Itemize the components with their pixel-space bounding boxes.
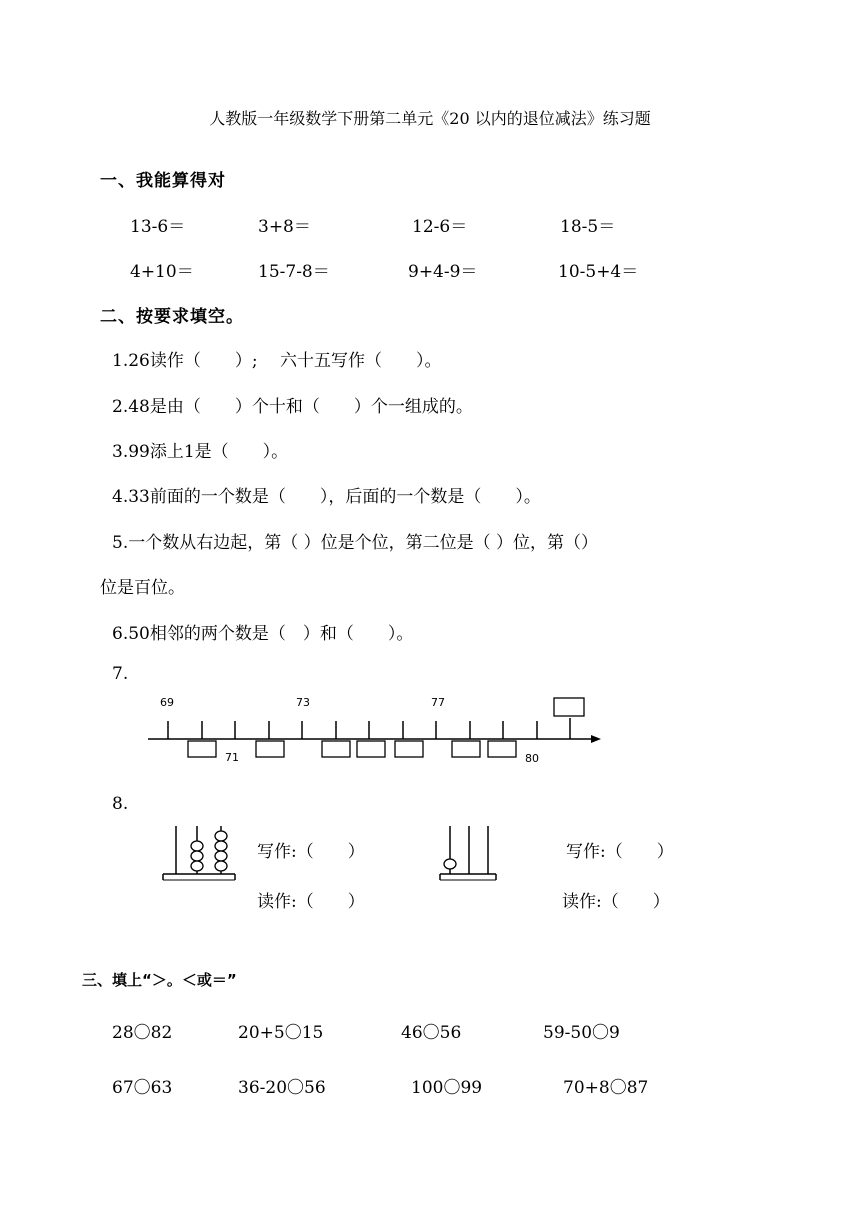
question-3: 3.99添上1是（ ）。 xyxy=(112,442,289,462)
compare-item: 46〇56 xyxy=(401,1023,462,1043)
answer-box xyxy=(256,741,284,757)
abacus-2-write: 写作:（ ） xyxy=(566,842,674,862)
abacus-2-read: 读作:（ ） xyxy=(562,892,670,912)
compare-item: 67〇63 xyxy=(112,1078,173,1098)
problem: 4+10＝ xyxy=(130,262,194,282)
section2-heading: 二、按要求填空。 xyxy=(100,307,244,327)
answer-box xyxy=(357,741,385,757)
number-line xyxy=(140,688,610,770)
problem: 9+4-9＝ xyxy=(408,262,478,282)
answer-box xyxy=(488,741,516,757)
answer-box xyxy=(452,741,480,757)
label-69: 69 xyxy=(160,696,174,709)
question-2: 2.48是由（ ）个十和（ ）个一组成的。 xyxy=(112,397,473,417)
question-6: 6.50相邻的两个数是（ ）和（ ）。 xyxy=(112,624,414,644)
problem: 12-6＝ xyxy=(412,217,468,237)
arrow-icon xyxy=(591,735,601,743)
problem: 13-6＝ xyxy=(130,217,186,237)
problem: 3+8＝ xyxy=(258,217,311,237)
question-8: 8. xyxy=(112,794,129,814)
compare-item: 70+8〇87 xyxy=(563,1078,649,1098)
answer-box xyxy=(554,698,584,716)
section3-heading: 三、填上“＞。＜或＝” xyxy=(82,971,237,989)
label-73: 73 xyxy=(296,696,310,709)
compare-item: 20+5〇15 xyxy=(238,1023,324,1043)
label-77: 77 xyxy=(431,696,445,709)
abacus-2 xyxy=(437,822,501,884)
compare-item: 59-50〇9 xyxy=(543,1023,620,1043)
question-5-cont: 位是百位。 xyxy=(100,578,185,598)
abacus-1-write: 写作:（ ） xyxy=(257,842,365,862)
compare-item: 36-20〇56 xyxy=(238,1078,326,1098)
problem: 15-7-8＝ xyxy=(258,262,330,282)
label-80: 80 xyxy=(525,752,539,765)
compare-item: 28〇82 xyxy=(112,1023,173,1043)
question-5: 5.一个数从右边起，第（ ）位是个位，第二位是（ ）位，第（） xyxy=(112,533,599,553)
problem: 18-5＝ xyxy=(560,217,616,237)
question-4: 4.33前面的一个数是（ ），后面的一个数是（ ）。 xyxy=(112,487,541,507)
abacus-1-read: 读作:（ ） xyxy=(257,892,365,912)
question-7: 7. xyxy=(112,664,129,684)
answer-box xyxy=(395,741,423,757)
page-title: 人教版一年级数学下册第二单元《20 以内的退位减法》练习题 xyxy=(209,109,651,128)
problem: 10-5+4＝ xyxy=(558,262,639,282)
answer-box xyxy=(322,741,350,757)
question-1: 1.26读作（ ）; 六十五写作（ ）。 xyxy=(112,351,442,371)
section1-heading: 一、我能算得对 xyxy=(100,171,226,191)
abacus-1 xyxy=(160,822,240,884)
label-71: 71 xyxy=(225,751,239,764)
compare-item: 100〇99 xyxy=(411,1078,483,1098)
answer-box xyxy=(188,741,216,757)
